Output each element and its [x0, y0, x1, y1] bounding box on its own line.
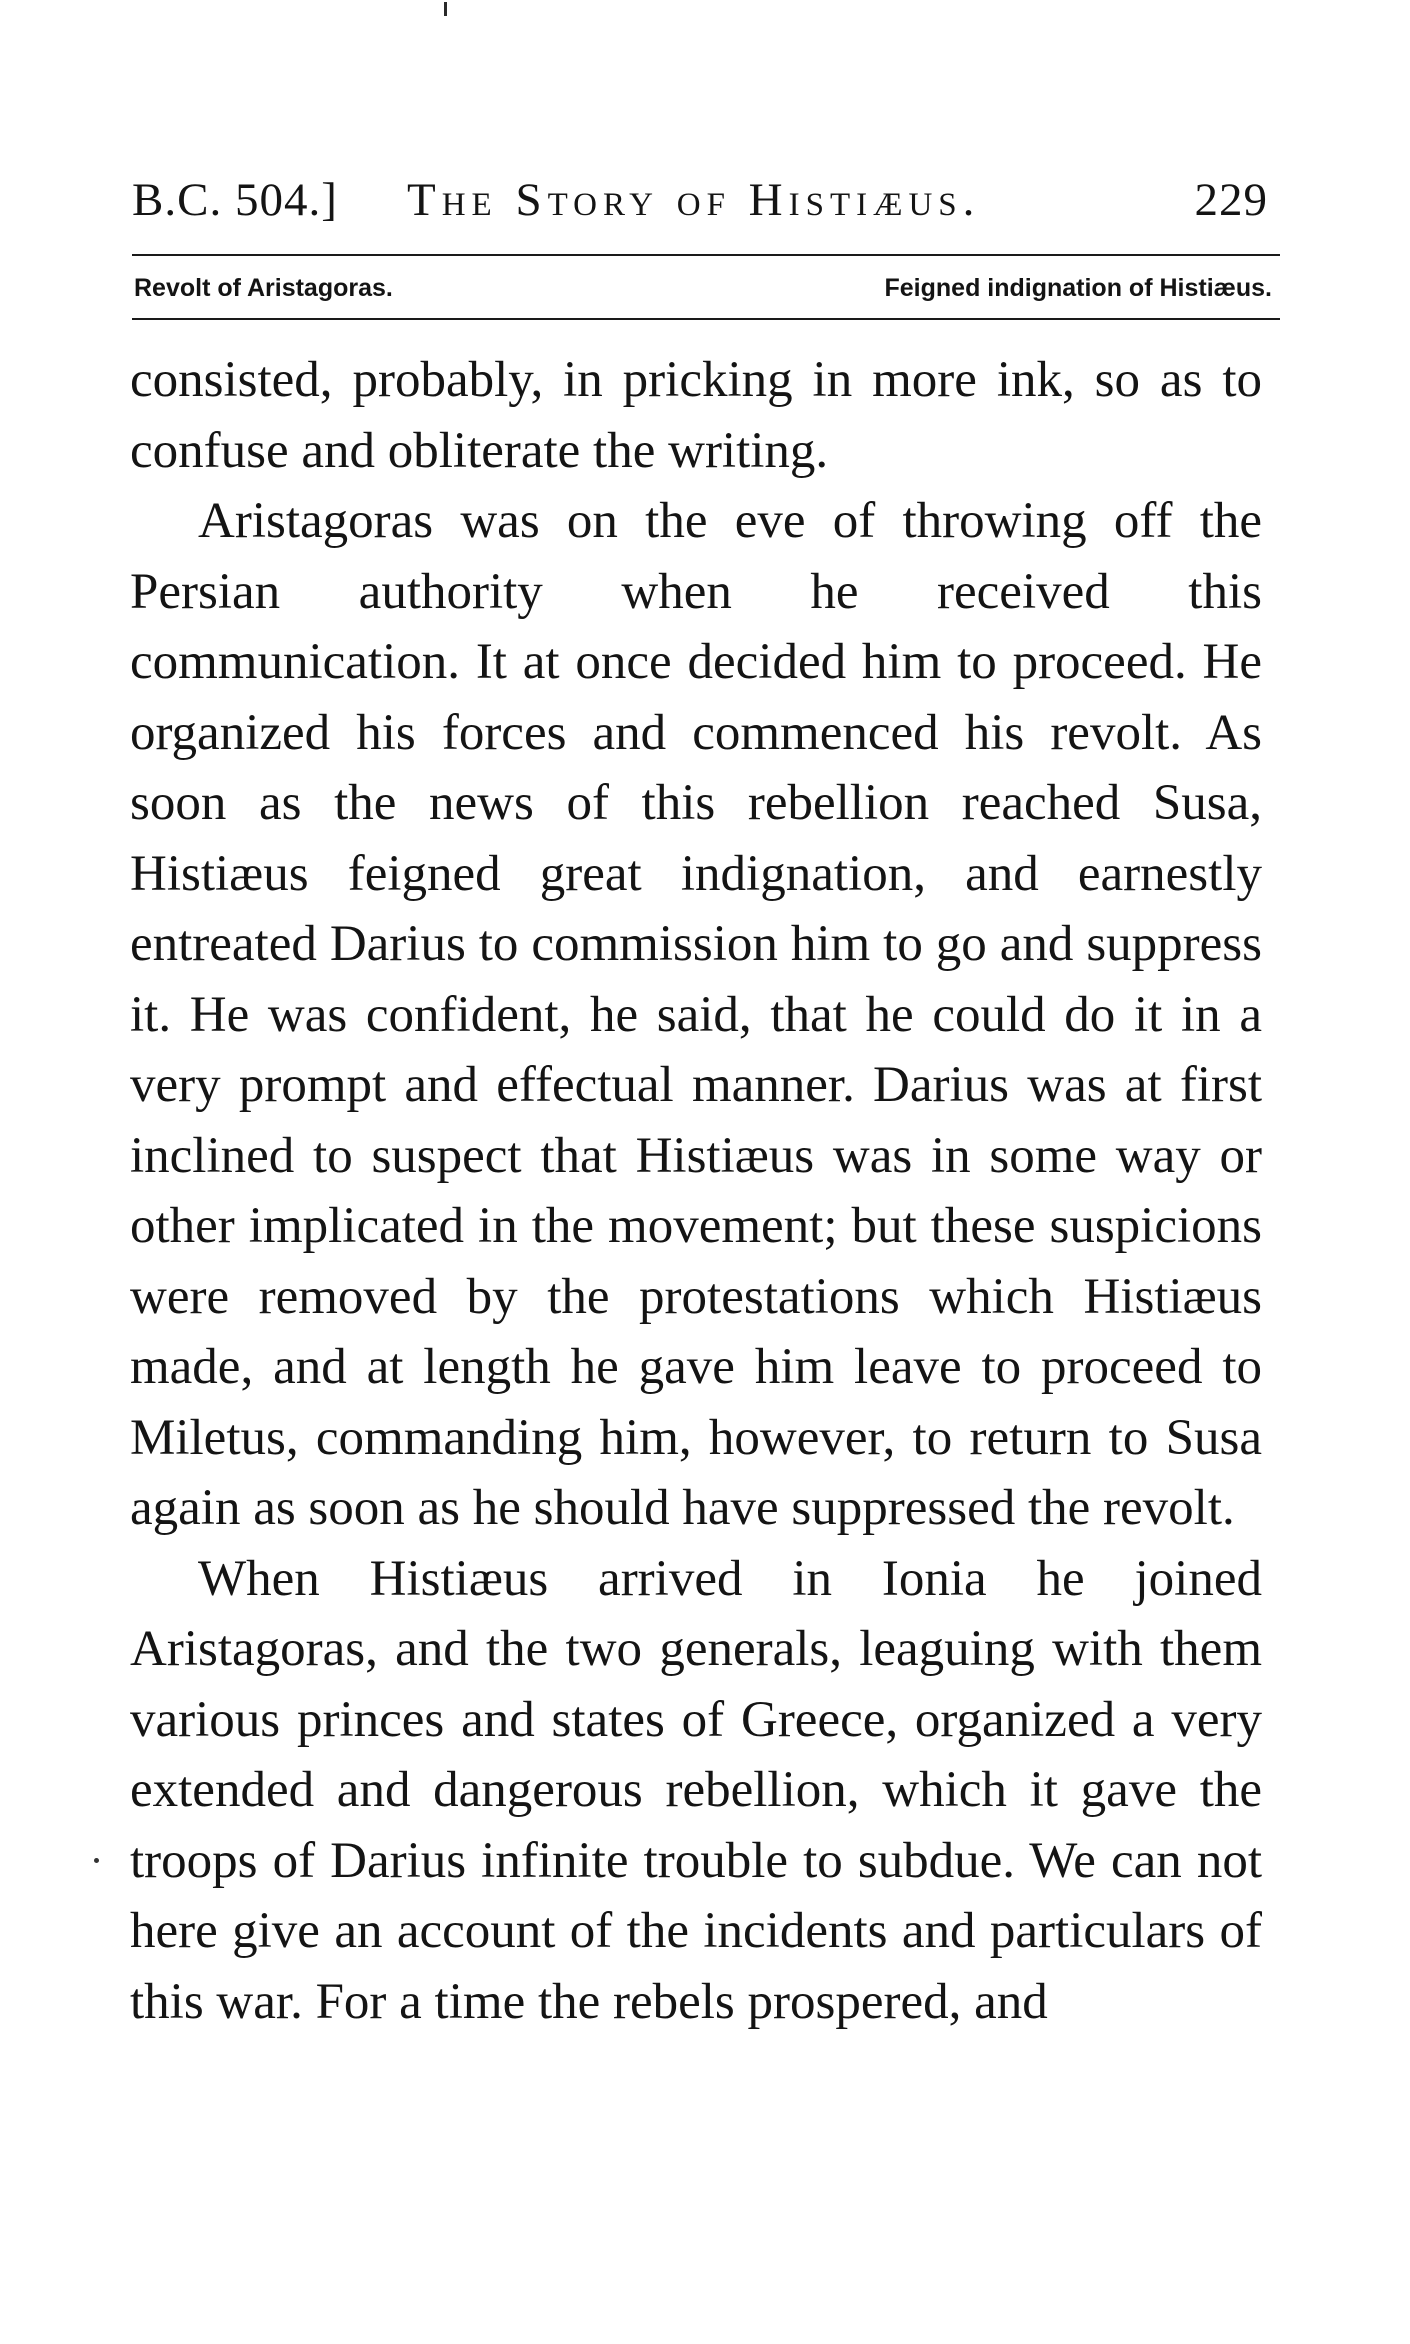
- side-notes: [132, 268, 1280, 308]
- margin-ink-dot: [94, 1858, 99, 1863]
- side-note-right: Feigned indignation of Histiæus.: [884, 274, 1272, 302]
- paragraph-continuation: consisted, probably, in pricking in more ink, so as to confuse and obliterate the writing.: [130, 352, 1262, 479]
- running-head-date: B.C. 504.]: [132, 174, 338, 226]
- stray-ink-mark: [444, 2, 447, 16]
- side-note-left: Revolt of Aristagoras.: [134, 274, 393, 302]
- page-number: 229: [1194, 174, 1268, 226]
- body-text: [130, 345, 1262, 2037]
- paragraph-aristagoras-revolt: Aristagoras was on the eve of throwing off the Persian authority when he received this communication. It at once decided him to proceed. He organized his forces and commenced his revolt. As soon as the news of this rebellion reached Susa, Histiæus feigned great indignation, and earnestly entreated Darius to commission him to go and suppress it. He was confident, he said, that he could do it in a very prompt and effectual manner. Darius was at first inclined to suspect that Histiæus was in some way or other implicated in the movement; but these suspicions were removed by the protestations which Histiæus made, and at length he gave him leave to proceed to Miletus, commanding him, however, to return to Susa again as soon as he should have suppressed the revolt.: [130, 493, 1262, 1536]
- paragraph-histiaeus-ionia: When Histiæus arrived in Ionia he joined Aristagoras, and the two generals, leaguing with them various princes and states of Greece, organized a very extended and dangerous rebellion, which it gave the troops of Darius infinite trouble to subdue. We can not here give an account of the incidents and particulars of this war. For a time the rebels prospered, and: [130, 1550, 1262, 2030]
- header-rule: [132, 254, 1280, 256]
- running-head-title: The Story of Histiæus.: [407, 174, 981, 226]
- running-head: [132, 168, 1272, 232]
- side-notes-rule: [132, 318, 1280, 320]
